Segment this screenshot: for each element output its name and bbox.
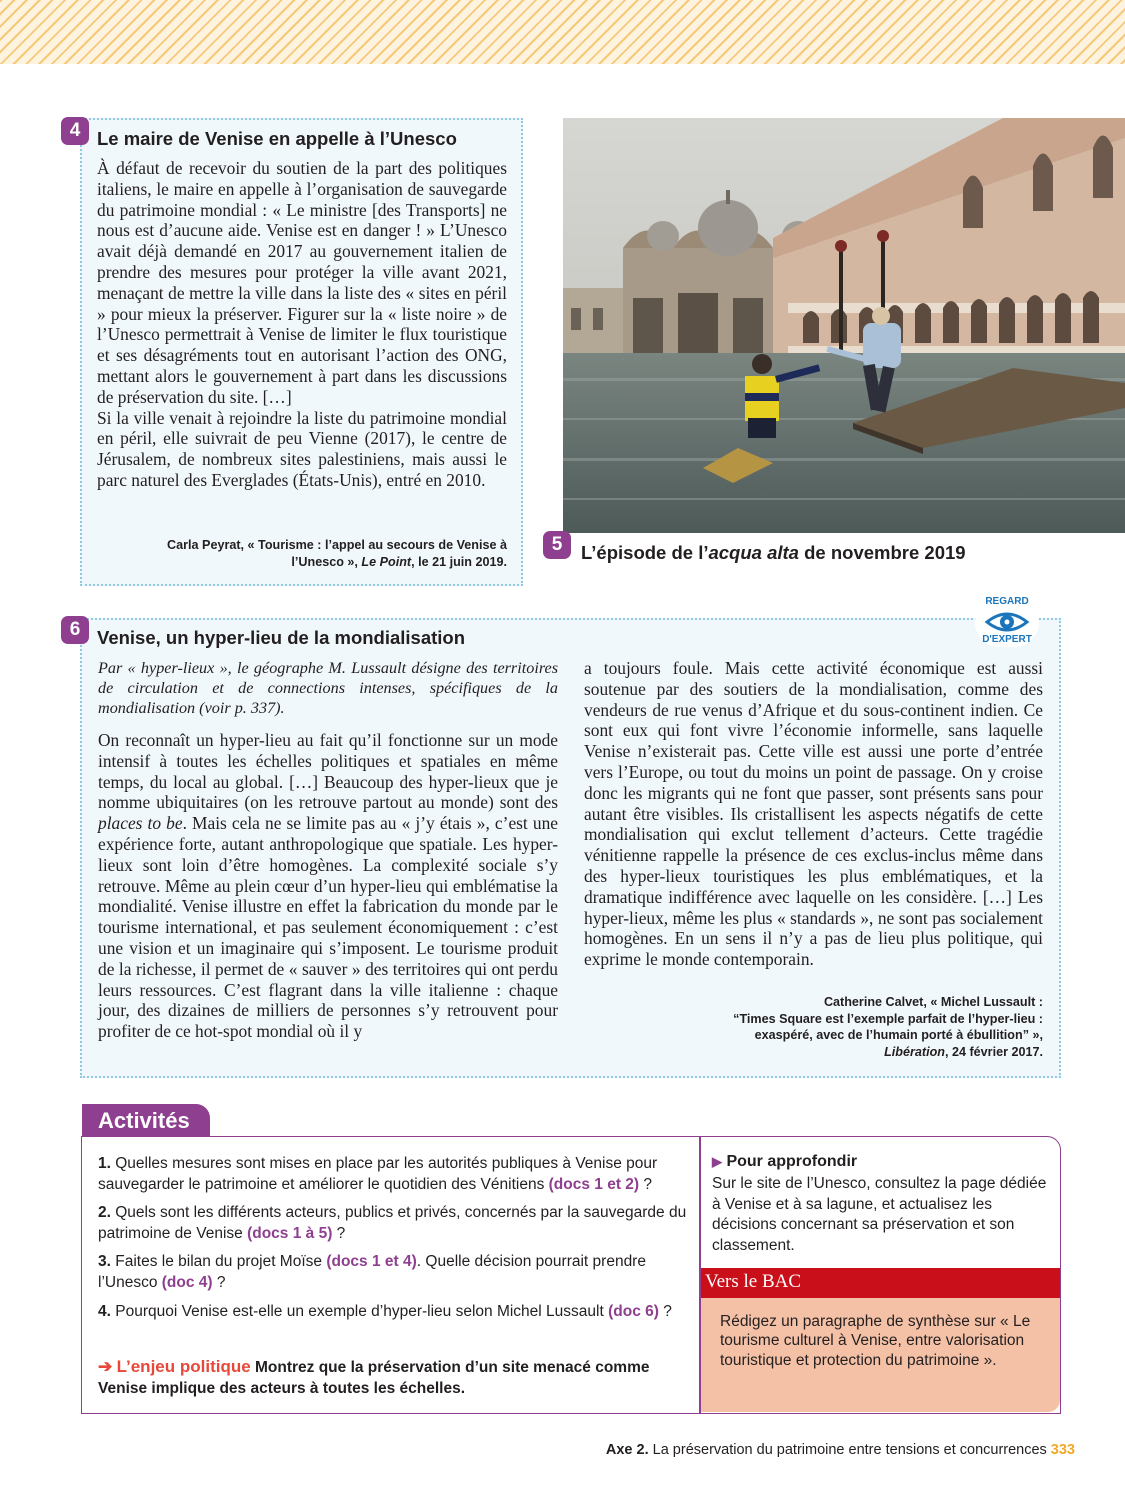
doc6-number-badge: 6 — [61, 616, 89, 644]
regard-expert-badge — [975, 597, 1039, 647]
doc6-source: Catherine Calvet, « Michel Lussault : “Times Square est l’exemple parfait de l’hyper-lieu : exaspéré, avec de l’humain porté à ébullition” », Libération, 24 février 2017. — [733, 995, 1043, 1059]
doc6-title: Venise, un hyper-lieu de la mondialisation — [97, 627, 466, 648]
doc4-body — [97, 158, 507, 491]
vers-le-bac-text: Rédigez un paragraphe de synthèse sur « Le tourisme culturel à Venise, entre valorisation touristique et protection du patrimoine ». — [720, 1313, 1031, 1369]
pour-approfondir-title: ▶ Pour approfondir — [712, 1153, 858, 1170]
arrow-right-icon: ➔ — [98, 1357, 113, 1376]
question-4: 4. Pourquoi Venise est-elle un exemple d’hyper-lieu selon Michel Lussault (doc 6) ? — [98, 1303, 672, 1320]
doc4-paragraph-2: Si la ville venait à rejoindre la liste du patrimoine mondial en péril, elle suivrait de peu Vienne (2017), le centre de Jérusalem, de nombreux sites palestiniens, mais aussi le parc naturel des Everglades (États-Unis), entré en 2010. — [97, 407, 507, 490]
triangle-right-icon: ▶ — [712, 1154, 722, 1169]
enjeu-politique: ➔ L’enjeu politique Montrez que la préservation d’un site menacé comme Venise implique des acteurs à toutes les échelles. — [98, 1357, 650, 1397]
doc6-column-left — [98, 658, 558, 1042]
doc4-source: Carla Peyrat, « Tourisme : l’appel au secours de Venise à l’Unesco », Le Point, le 21 juin 2019. — [167, 538, 507, 569]
top-stripe-band — [0, 0, 1125, 64]
doc6-column-right — [584, 658, 1043, 970]
doc6-intro: Par « hyper-lieux », le géographe M. Lussault désigne des territoires de circulation et de connections intenses, spécifiques de la mondialisation (voir p. 337). — [98, 659, 558, 717]
doc5-number-badge: 5 — [543, 531, 571, 559]
regard-expert-label-bottom: D'EXPERT — [982, 634, 1032, 645]
doc4-title: Le maire de Venise en appelle à l’Unesco — [97, 128, 457, 149]
regard-expert-label-top: REGARD — [985, 596, 1029, 607]
doc4-paragraph-1: À défaut de recevoir du soutien de la part des politiques italiens, le maire en appelle à l’organisation de sauvegarde du patrimoine mondial : « Le ministre [des Transports] ne nous est d’aucune aide. Venise est en danger ! » L’Unesco avait déjà demandé en 2017 au gouvernement italien de prendre des mesures pour protéger la ville avant 2021, menaçant de mettre la ville dans la liste des « sites en péril » pour mieux la préserver. Figurer sur la « liste noire » de l’Unesco permettrait à Venise de limiter le flux touristique et ses désagréments tout en autorisant l’action des ONG, mettant alors le gouvernement à part dans les discussions de préservation du site. […] — [97, 158, 507, 407]
venice-flood-photo — [563, 118, 1125, 533]
pour-approfondir-text: Sur le site de l’Unesco, consultez la page dédiée à Venise et à sa lagune, et actualisez les décisions concernant sa préservation et son classement. — [712, 1175, 1047, 1254]
doc6-paragraph-2: a toujours foule. Mais cette activité économique est aussi soutenue par des soutiers de la mondialisation, comme des vendeurs de rue venus d’Afrique et du sous-continent indien. Ce sont eux qui font vivre l’économie informelle, sans laquelle Venise n’existerait pas. Cette ville est aussi une porte d’entrée vers l’Europe, ou tout du moins un point de passage. On y croise donc les migrants qui ne font que passer, sont présents sans pour autant être visibles. Ils cristallisent les aspects négatifs de cette mondialisation qui exclut tellement d’acteurs. Cette tragédie vénitienne rappelle la présence de ces exclus-inclus même dans des hyper-lieux touristiques les plus emblématiques, et la dramatique indifférence avec laquelle on les considère. […] Les hyper-lieux, même les plus « standards », ne sont pas socialement homogènes. En un sens il n’y a pas de lieu plus politique, qui exprime le monde contemporain. — [584, 658, 1043, 970]
question-1: 1. Quelles mesures sont mises en place par les autorités publiques à Venise pour sauvegarder le patrimoine et améliorer le quotidien des Vénitiens (docs 1 et 2) ? — [98, 1155, 658, 1193]
question-3: 3. Faites le bilan du projet Moïse (docs 1 et 4). Quelle décision pourrait prendre l’Unesco (doc 4) ? — [98, 1253, 646, 1291]
page-footer: Axe 2. La préservation du patrimoine entre tensions et concurrences 333 — [605, 1442, 1075, 1458]
vers-le-bac-title: Vers le BAC — [701, 1268, 1060, 1298]
question-2: 2. Quels sont les différents acteurs, publics et privés, concernés par la sauvegarde du patrimoine de Venise (docs 1 à 5) ? — [98, 1204, 687, 1242]
doc6-paragraph-1: On reconnaît un hyper-lieu au fait qu’il fonctionne sur un mode intensif à toutes les échelles politiques et spatiales en même temps, du local au global. […] Beaucoup des hyper-lieux que je nomme ubiquitaires (on les retrouve partout au monde) sont des places to be. Mais cela ne se limite pas au « j’y étais », c’est une expérience forte, autant anthropologique que spatiale. Les hyper-lieux sont loin d’être homogènes. La complexité sociale s’y retrouve. Même au plein cœur d’un hyper-lieu qui emblématise la mondialité. Venise illustre en effet la fabrication du monde par le tourisme international, et pas seulement économiquement : c’est une vision et un imaginaire qui s’imposent. Le tourisme produit de la richesse, il permet de « sauver » des territoires qui ont perdu leurs ressources. C’est flagrant dans la ville italienne : chaque jour, des dizaines de milliers de personnes s’y retrouvent pour profiter de ce hot-spot mondial où il y — [98, 730, 558, 1042]
doc5-caption: L’épisode de l’acqua alta de novembre 2019 — [581, 542, 966, 563]
activities-tab: Activités — [82, 1104, 210, 1137]
doc4-number-badge: 4 — [61, 117, 89, 145]
page-number: 333 — [1050, 1442, 1075, 1458]
